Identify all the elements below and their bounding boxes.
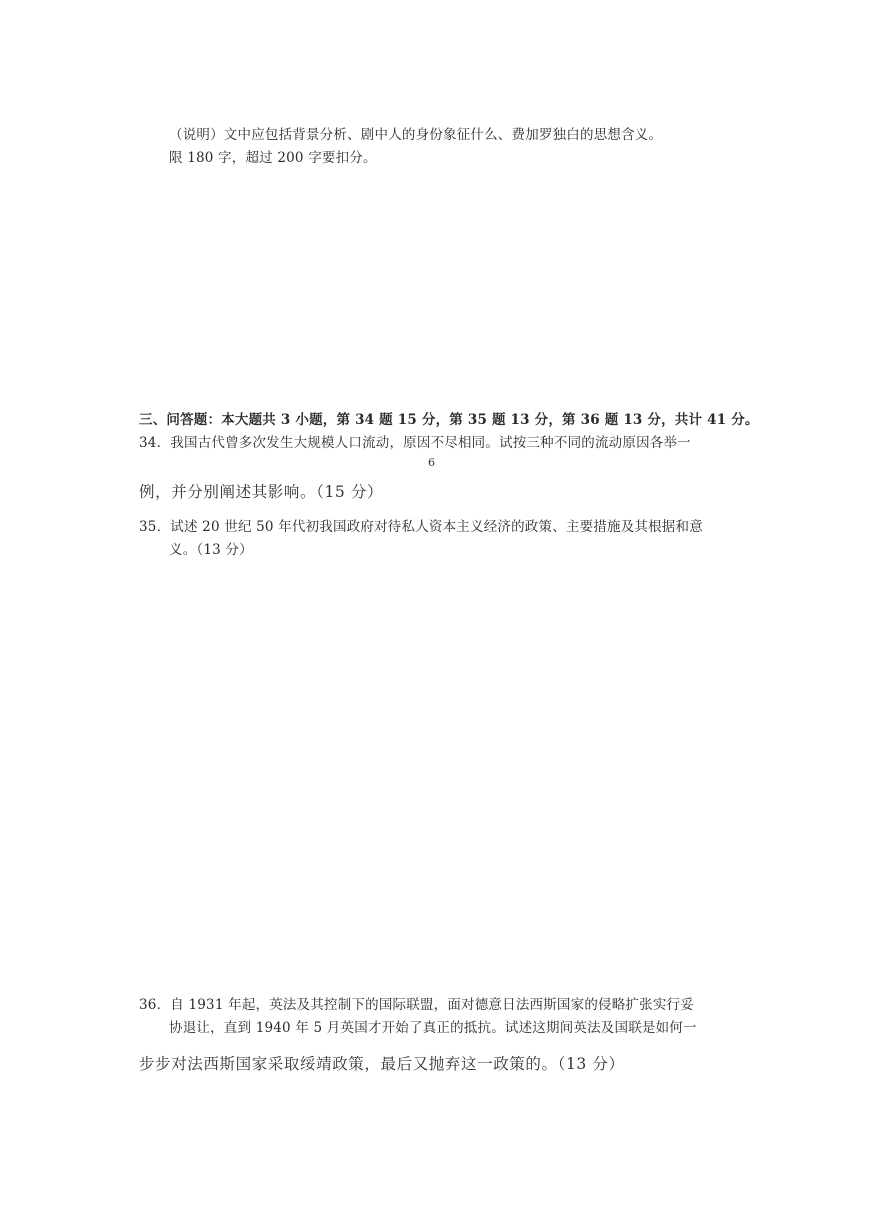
- question-36-line-2: 协退让，直到 1940 年 5 月英国才开始了真正的抵抗。试述这期间英法及国联是如何一: [169, 1020, 697, 1036]
- page-number: 6: [428, 456, 435, 469]
- question-35-line-2: 义。（13 分）: [169, 542, 253, 558]
- question-36-line-3: 步步对法西斯国家采取绥靖政策，最后又抛弃这一政策的。（13 分）: [139, 1055, 625, 1073]
- question-35-line-1: 35．试述 20 世纪 50 年代初我国政府对待私人资本主义经济的政策、主要措施及其根据和意: [139, 519, 703, 535]
- question-34-line-2: 例，并分别阐述其影响。（15 分）: [139, 483, 384, 501]
- question-34-line-1: 34．我国古代曾多次发生大规模人口流动，原因不尽相同。试按三种不同的流动原因各举一: [139, 435, 691, 451]
- section-3-heading: 三、问答题：本大题共 3 小题，第 34 题 15 分，第 35 题 13 分，第 36 题 13 分，共计 41 分。: [139, 412, 759, 428]
- question-36-line-1: 36．自 1931 年起，英法及其控制下的国际联盟，面对德意日法西斯国家的侵略扩张实行妥: [139, 997, 694, 1013]
- note-line-2: 限 180 字，超过 200 字要扣分。: [169, 150, 377, 166]
- note-line-1: （说明）文中应包括背景分析、剧中人的身份象征什么、费加罗独白的思想含义。: [169, 127, 663, 143]
